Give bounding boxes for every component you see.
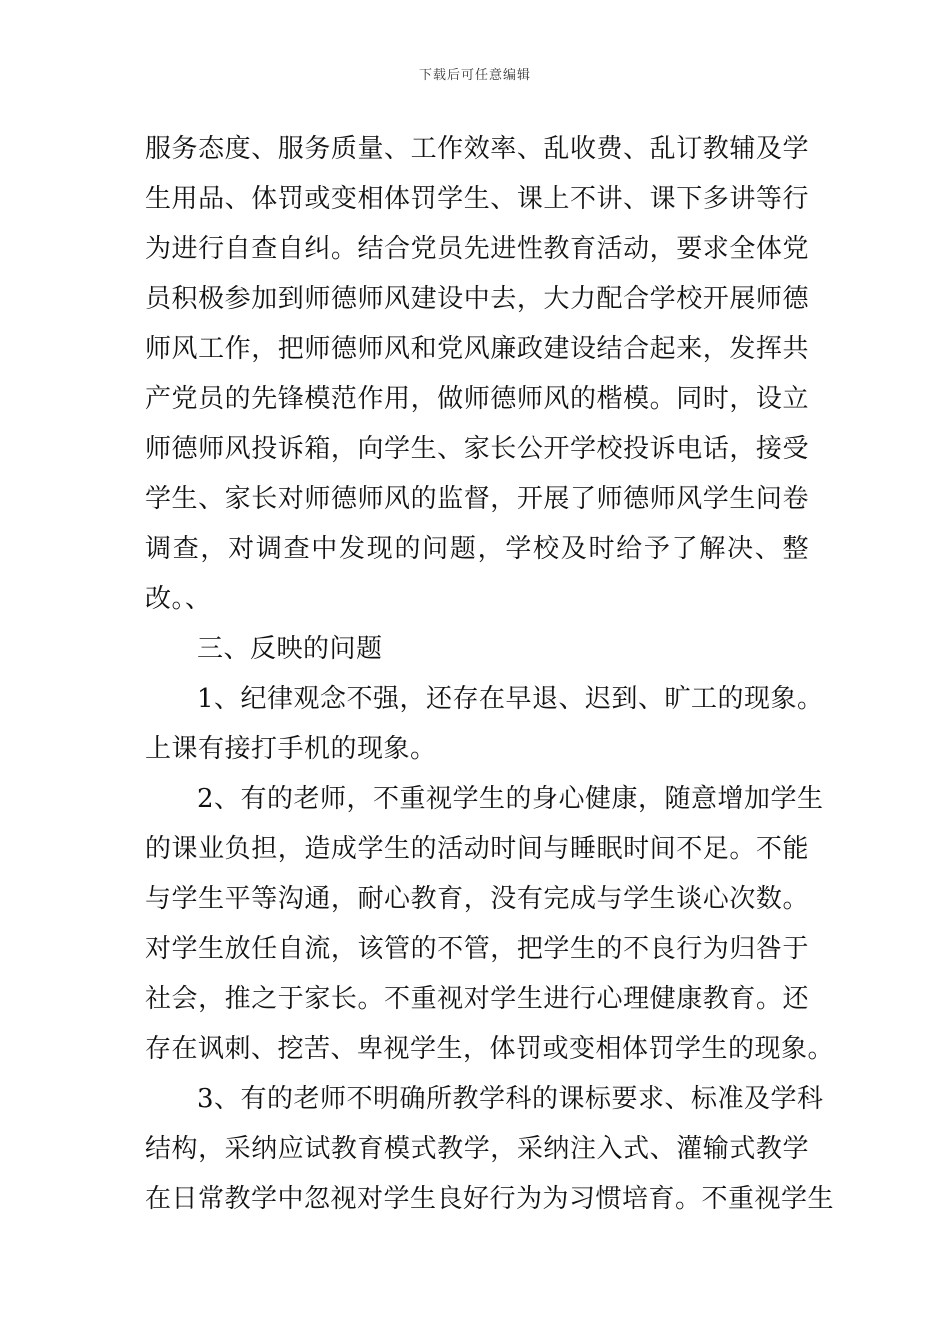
body-line-6: 产党员的先锋模范作用，做师德师风的楷模。同时，设立 [145,384,809,414]
body-line-14: 2、有的老师，不重视学生的身心健康，随意增加学生 [197,784,824,814]
body-line-10: 改。、 [145,584,212,614]
body-line-13: 上课有接打手机的现象。 [145,734,437,764]
body-line-2: 生用品、体罚或变相体罚学生、课上不讲、课下多讲等行 [145,184,809,214]
body-line-8: 学生、家长对师德师风的监督，开展了师德师风学生问卷 [145,484,809,514]
body-line-21: 结构，采纳应试教育模式教学，采纳注入式、灌输式教学 [145,1134,809,1164]
body-line-9: 调查，对调查中发现的问题，学校及时给予了解决、整 [145,534,809,564]
body-line-7: 师德师风投诉箱，向学生、家长公开学校投诉电话，接受 [145,434,809,464]
body-line-22: 在日常教学中忽视对学生良好行为为习惯培育。不重视学生 [145,1184,835,1214]
body-line-3: 为进行自查自纠。结合党员先进性教育活动，要求全体党 [145,234,809,264]
body-line-19: 存在讽刺、挖苦、卑视学生，体罚或变相体罚学生的现象。 [145,1034,835,1064]
body-line-18: 社会，推之于家长。不重视对学生进行心理健康教育。还 [145,984,809,1014]
section-heading: 三、反映的问题 [197,634,383,664]
body-line-4: 员积极参加到师德师风建设中去，大力配合学校开展师德 [145,284,809,314]
body-line-5: 师风工作，把师德师风和党风廉政建设结合起来，发挥共 [145,334,809,364]
body-line-1: 服务态度、服务质量、工作效率、乱收费、乱订教辅及学 [145,134,809,164]
body-line-17: 对学生放任自流，该管的不管，把学生的不良行为归咎于 [145,934,809,964]
body-line-12: 1、纪律观念不强，还存在早退、迟到、旷工的现象。 [197,684,824,714]
body-line-15: 的课业负担，造成学生的活动时间与睡眠时间不足。不能 [145,834,809,864]
body-line-16: 与学生平等沟通，耐心教育，没有完成与学生谈心次数。 [145,884,809,914]
body-line-20: 3、有的老师不明确所教学科的课标要求、标准及学科 [197,1084,824,1114]
page-header-note: 下载后可任意编辑 [418,68,531,83]
